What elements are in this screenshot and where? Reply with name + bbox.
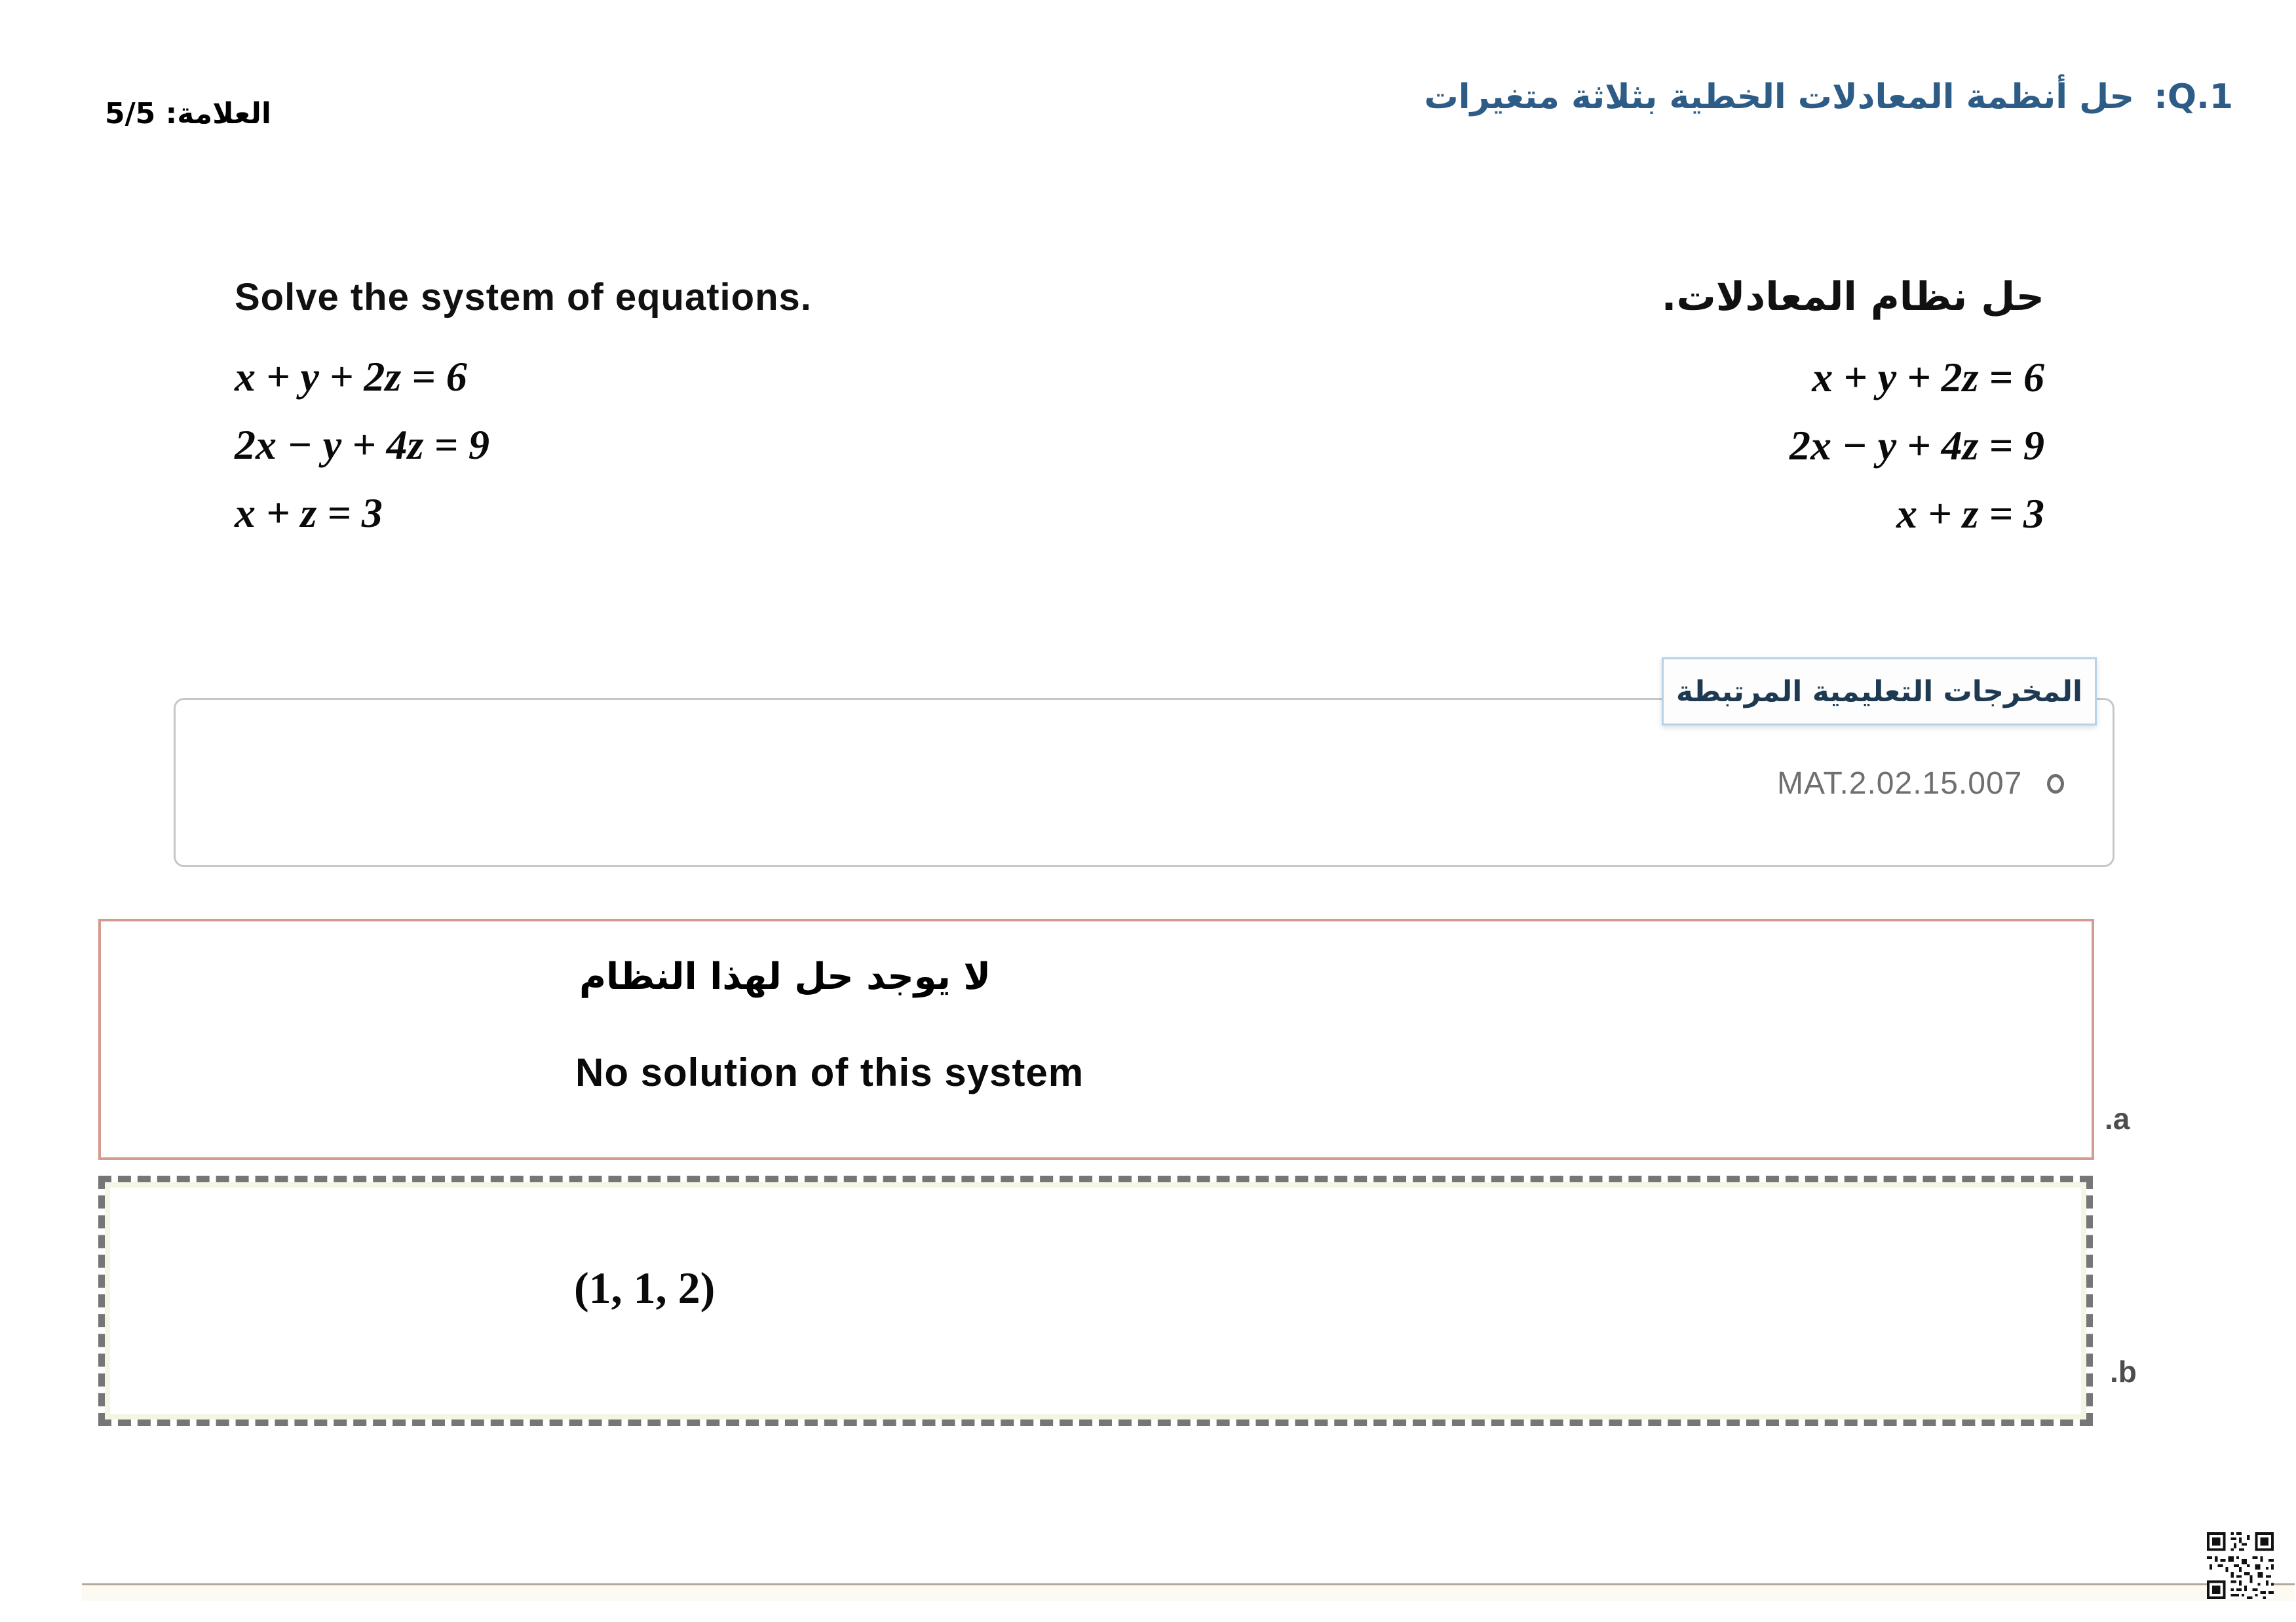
question-number: Q.1:	[2154, 77, 2233, 117]
question-block-arabic	[1662, 274, 2044, 548]
equation-line: 2x − y + 4z = 9	[1789, 422, 2044, 469]
learning-outcomes-tooltip-label: المخرجات التعليمية المرتبطة	[1675, 674, 2083, 708]
question-title-arabic: حل أنظمة المعادلات الخطية بثلاثة متغيرات	[1424, 77, 2135, 117]
learning-outcomes-tooltip	[1662, 657, 2097, 725]
prompt-arabic: حل نظام المعادلات.	[1661, 274, 2044, 320]
equation-line: x + y + 2z = 6	[1812, 354, 2044, 400]
equation-line: x + z = 3	[1896, 490, 2044, 537]
prompt-english: Solve the system of equations.	[235, 276, 812, 319]
footer-divider-line	[82, 1583, 2295, 1585]
equation-line: x + z = 3	[235, 490, 383, 536]
option-b-letter: .b	[2110, 1355, 2137, 1389]
option-b-answer-tuple: (1, 1, 2)	[574, 1263, 716, 1313]
option-a-letter: .a	[2105, 1102, 2130, 1136]
mark-label: العلامة: 5/5	[105, 97, 271, 130]
option-a-text-arabic: لا يوجد حل لهذا النظام	[579, 956, 991, 998]
answer-option-b-box[interactable]	[98, 1176, 2093, 1426]
question-block-english	[235, 275, 812, 547]
equations-arabic	[1662, 343, 2044, 548]
outcome-list-item[interactable]	[1777, 765, 2064, 801]
equations-english	[235, 343, 812, 547]
equation-line: x + y + 2z = 6	[235, 353, 467, 400]
circle-bullet-icon	[2047, 774, 2064, 794]
option-a-text-english: No solution of this system	[575, 1051, 1084, 1094]
qr-code	[2207, 1532, 2274, 1599]
footer-strip	[82, 1585, 2295, 1601]
question-header	[1425, 77, 2233, 117]
answer-option-a-box[interactable]	[98, 919, 2094, 1160]
equation-line: 2x − y + 4z = 9	[235, 421, 490, 468]
outcome-code: MAT.2.02.15.007	[1777, 766, 2023, 801]
